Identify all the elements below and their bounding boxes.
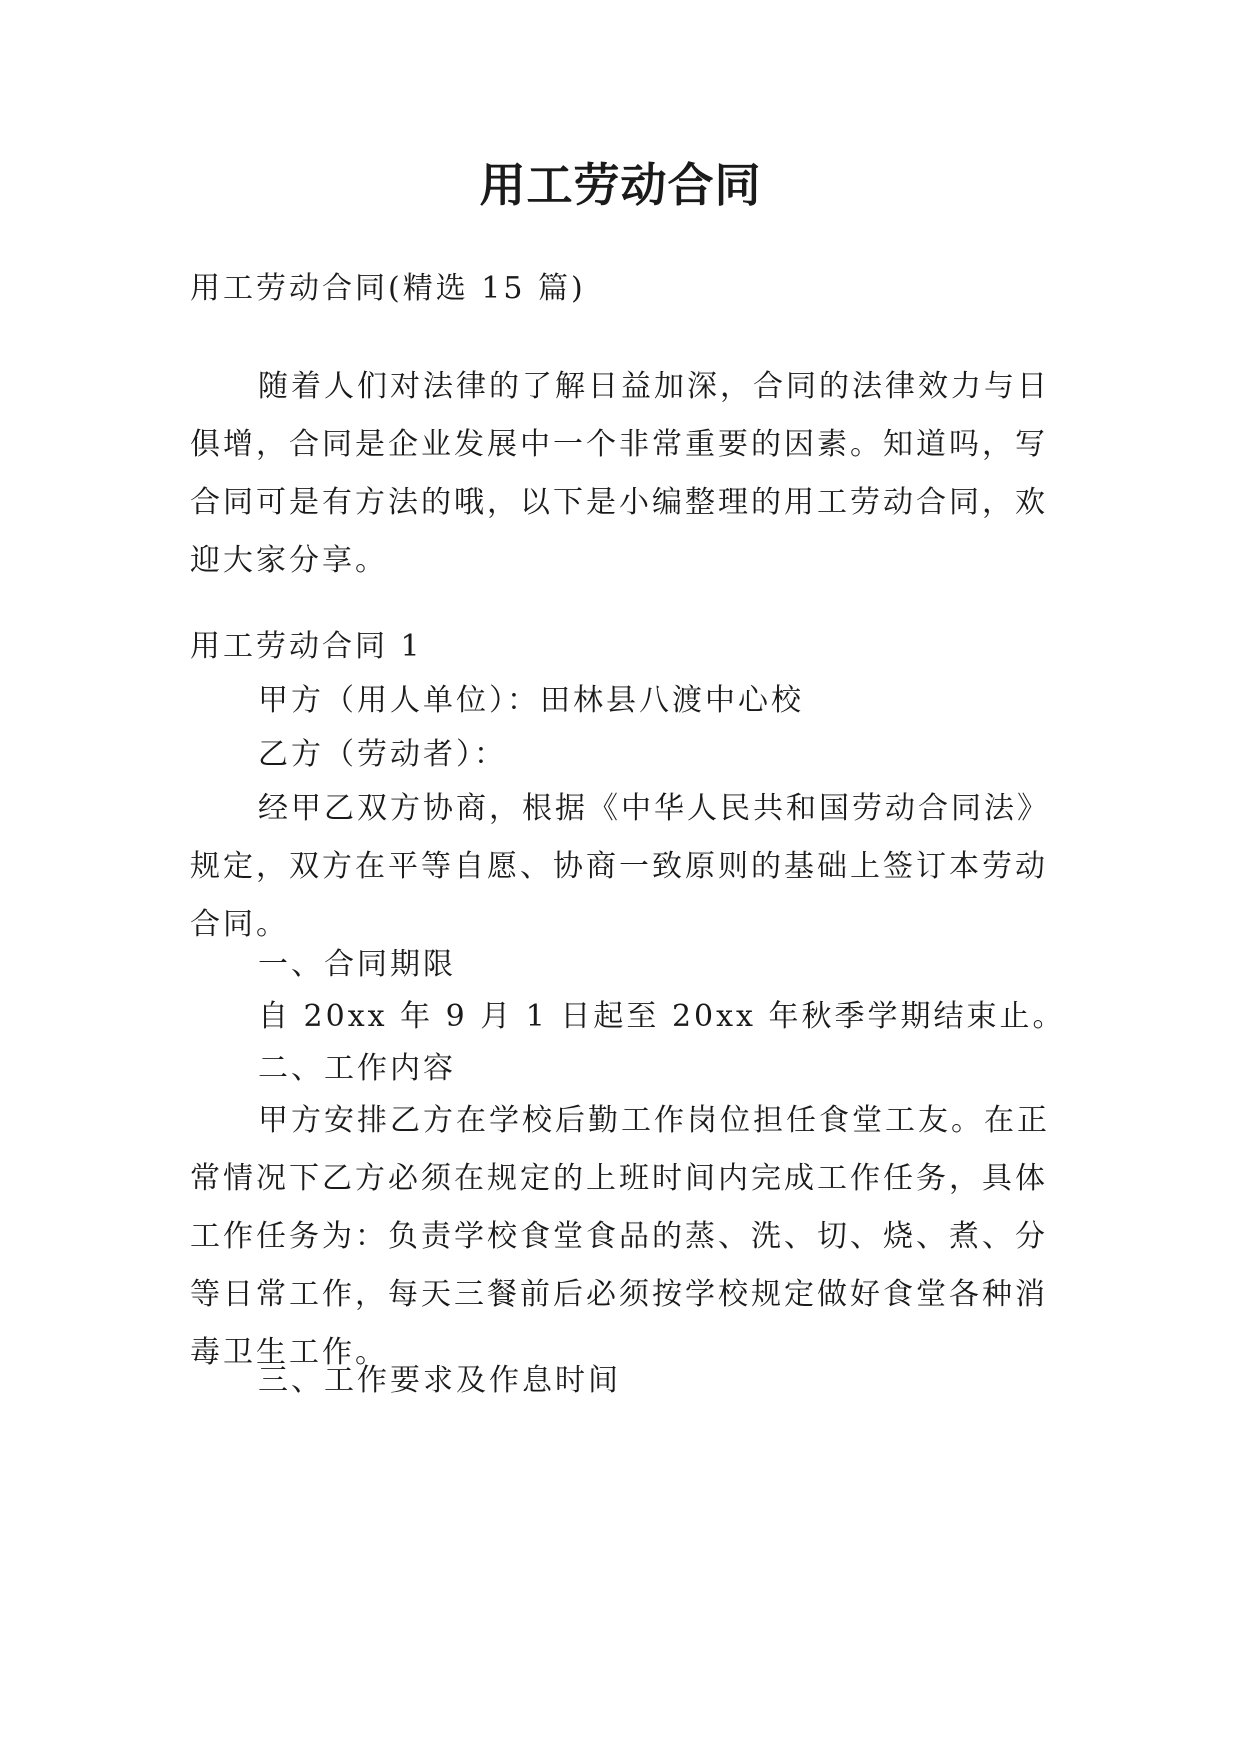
- clause-2-title: 二、工作内容: [258, 1051, 456, 1086]
- section-heading: 用工劳动合同 1: [190, 629, 423, 664]
- clause-3-title: 三、工作要求及作息时间: [258, 1363, 621, 1398]
- party-a-line: 甲方（用人单位）：田林县八渡中心校: [258, 683, 804, 718]
- preamble-paragraph: 经甲乙双方协商，根据《中华人民共和国劳动合同法》规定，双方在平等自愿、协商一致原则的基础上签订本劳动合同。: [190, 791, 1050, 942]
- clause-2-text: 甲方安排乙方在学校后勤工作岗位担任食堂工友。在正常情况下乙方必须在规定的上班时间内完成工作任务，具体工作任务为：负责学校食堂食品的蒸、洗、切、烧、煮、分等日常工作，每天三餐前后必须按学校规定做好食堂各种消毒卫生工作。: [190, 1103, 1050, 1370]
- document-subtitle: 用工劳动合同(精选 15 篇): [190, 271, 586, 306]
- clause-1-title: 一、合同期限: [258, 947, 456, 982]
- party-b-line: 乙方（劳动者）：: [258, 737, 507, 772]
- document-title: 用工劳动合同: [479, 158, 762, 212]
- intro-paragraph: 随着人们对法律的了解日益加深，合同的法律效力与日俱增，合同是企业发展中一个非常重要的因素。知道吗，写合同可是有方法的哦，以下是小编整理的用工劳动合同，欢迎大家分享。: [190, 369, 1050, 578]
- clause-1-text: 自 20xx 年 9 月 1 日起至 20xx 年秋季学期结束止。: [258, 999, 1066, 1034]
